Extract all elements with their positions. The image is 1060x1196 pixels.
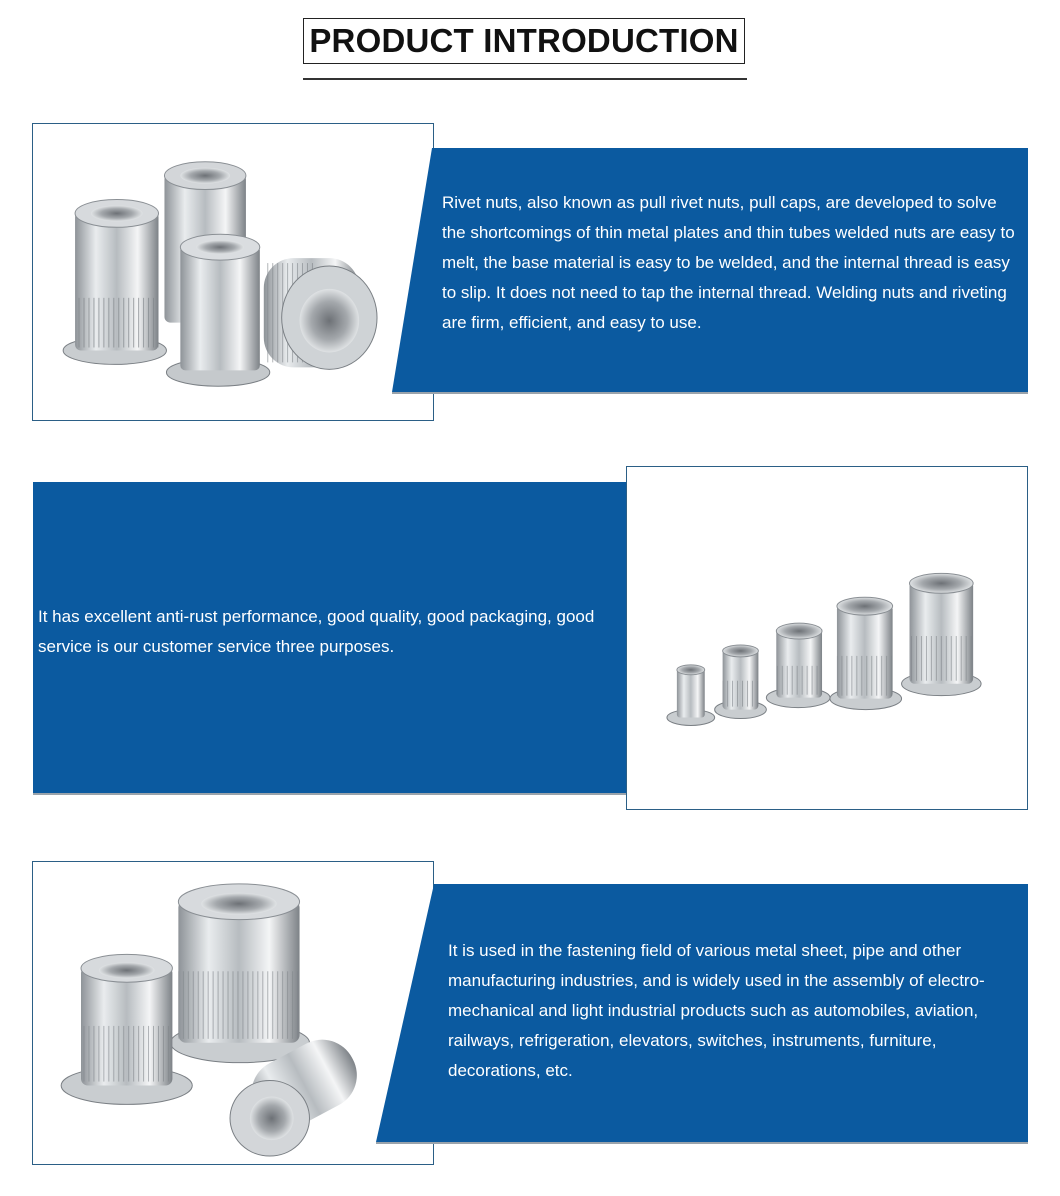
- section-3-description: It is used in the fastening field of various metal sheet, pipe and other manufacturing industries, and is widely used in the assembly of electro-mechanical and light industrial products such as automobiles, aviation, railways, refrigeration, elevators, switches, instruments, furniture, decorations, etc.: [448, 941, 985, 1080]
- title-box: [303, 18, 745, 64]
- page-title: PRODUCT INTRODUCTION: [309, 22, 739, 59]
- product-image-2: [626, 466, 1028, 810]
- rivet-nuts-three-photo-icon: [33, 862, 433, 1164]
- title-underline: [303, 78, 747, 80]
- product-image-3: [32, 861, 434, 1165]
- rivet-nuts-size-row-photo-icon: [627, 467, 1027, 809]
- text-panel-3: [376, 884, 1028, 1142]
- text-panel-1: [392, 148, 1028, 392]
- section-2-description: It has excellent anti-rust performance, good quality, good packaging, good service is our customer service three purposes.: [38, 607, 595, 656]
- rivet-nuts-group-photo-icon: [33, 124, 433, 420]
- section-1-description: Rivet nuts, also known as pull rivet nuts, pull caps, are developed to solve the shortcomings of thin metal plates and thin tubes welded nuts are easy to melt, the base material is easy to be welded, and the internal thread is easy to slip. It does not need to tap the internal thread. Welding nuts and riveting are firm, efficient, and easy to use.: [442, 193, 1015, 332]
- product-image-1: [32, 123, 434, 421]
- text-panel-2: [33, 482, 686, 793]
